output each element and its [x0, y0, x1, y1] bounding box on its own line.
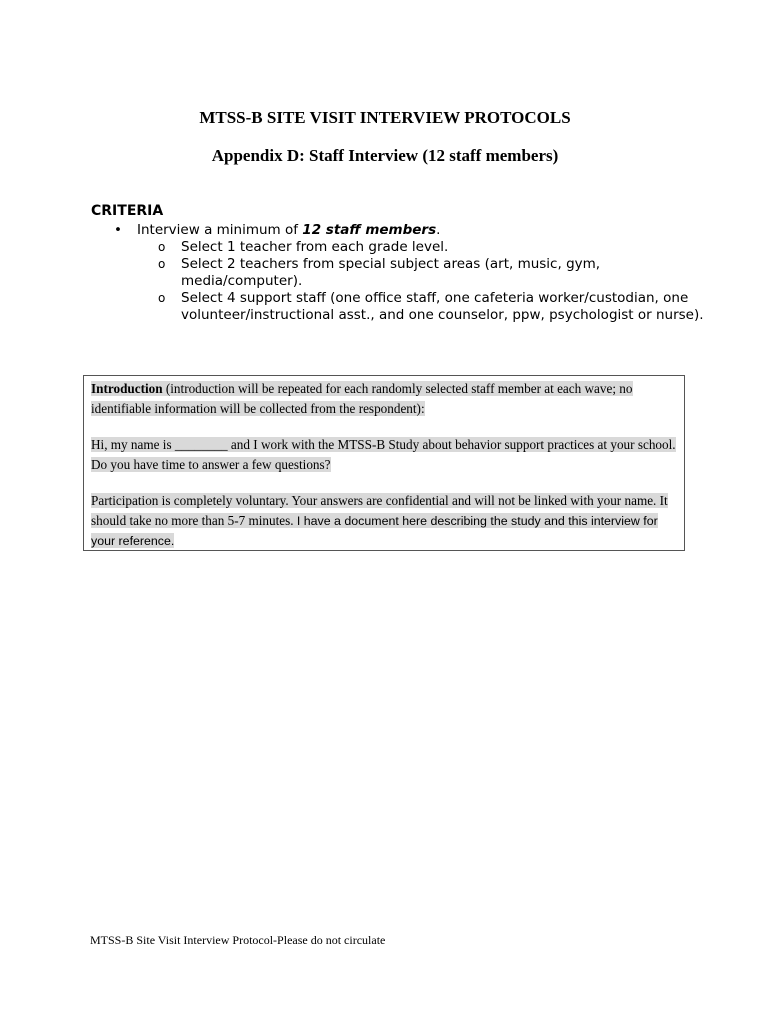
criteria-sub-list	[91, 239, 711, 324]
introduction-label: Introduction	[91, 381, 163, 396]
criteria-sub-item-text: Select 2 teachers from special subject areas (art, music, gym, media/computer).	[181, 256, 601, 289]
criteria-sub-item	[91, 239, 711, 256]
participation-paragraph	[91, 491, 678, 551]
page-footer: MTSS-B Site Visit Interview Protocol-Please do not circulate	[90, 933, 386, 947]
bullet-text-before: Interview a minimum of	[137, 222, 303, 238]
participation-text: Participation is completely voluntary. Your answers are confidential and will not be linked with your name. It should take no more than 5-7 minutes.	[91, 493, 668, 528]
circle-bullet-icon: o	[158, 257, 166, 271]
criteria-sub-item-text: Select 1 teacher from each grade level.	[181, 239, 449, 255]
criteria-section	[91, 203, 711, 324]
criteria-bullet	[91, 222, 711, 239]
circle-bullet-icon: o	[158, 291, 166, 305]
introduction-note: (introduction will be repeated for each randomly selected staff member at each wave; no identifiable information will be collected from the respondent):	[91, 381, 633, 416]
participation-document-text: I have a document here describing the study and this interview for your reference.	[91, 514, 658, 548]
document-title: MTSS-B SITE VISIT INTERVIEW PROTOCOLS	[199, 108, 571, 127]
introduction-box	[83, 375, 685, 551]
bullet-text-after: .	[436, 222, 441, 238]
criteria-heading: CRITERIA	[91, 203, 164, 219]
bullet-icon: •	[114, 222, 122, 238]
criteria-sub-item	[91, 290, 711, 324]
circle-bullet-icon: o	[158, 240, 166, 254]
criteria-sub-item-text: Select 4 support staff (one office staff, one cafeteria worker/custodian, one volunteer/instructional asst., and one counselor, ppw, psychologist or nurse).	[181, 290, 704, 323]
greeting-text: Hi, my name is ________ and I work with the MTSS-B Study about behavior support practices at your school. Do you have time to answer a few questions?	[91, 437, 676, 472]
bullet-emphasis: 12 staff members	[302, 222, 437, 238]
criteria-sub-item	[91, 256, 711, 290]
introduction-paragraph	[91, 379, 678, 419]
document-subtitle: Appendix D: Staff Interview (12 staff members)	[211, 146, 559, 165]
greeting-paragraph	[91, 435, 678, 475]
